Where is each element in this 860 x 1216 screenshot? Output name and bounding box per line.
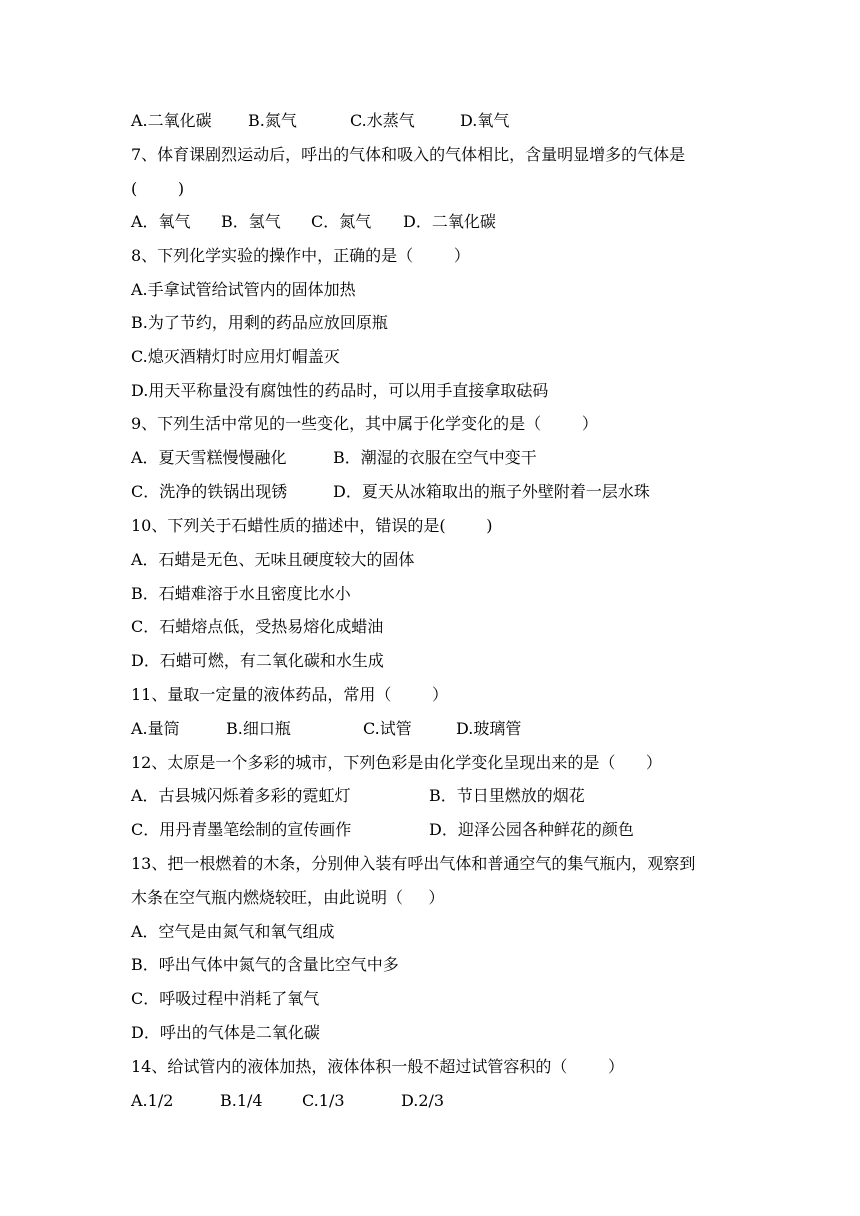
text-line: ( ) [131, 179, 185, 198]
answer-option: A.1/2 [131, 1091, 174, 1110]
option-row [131, 111, 731, 131]
text-line: 木条在空气瓶内燃烧较旺，由此说明（ ） [131, 888, 445, 907]
answer-option: A．古县城闪烁着多彩的霓虹灯 [131, 786, 351, 805]
text-line: A．空气是由氮气和氧气组成 [131, 922, 335, 941]
option-row [131, 719, 731, 739]
text-line: D．石蜡可燃，有二氧化碳和水生成 [131, 651, 384, 670]
option-row [131, 786, 731, 806]
answer-option: B．潮湿的衣服在空气中变干 [333, 448, 537, 467]
text-line: A．石蜡是无色、无味且硬度较大的固体 [131, 550, 415, 569]
text-line: 8、下列化学实验的操作中，正确的是（ ） [131, 246, 470, 265]
answer-option: D.氧气 [460, 111, 510, 130]
answer-option: D.2/3 [401, 1091, 445, 1110]
text-line: 14、给试管内的液体加热，液体体积一般不超过试管容积的（ ） [131, 1057, 625, 1076]
text-line: 10、下列关于石蜡性质的描述中，错误的是( ) [131, 516, 493, 535]
answer-option: A.二氧化碳 [131, 111, 212, 130]
text-line: 9、下列生活中常见的一些变化，其中属于化学变化的是（ ） [131, 414, 598, 433]
answer-option: D．迎泽公园各种鲜花的颜色 [429, 820, 634, 839]
text-line: B．呼出气体中氮气的含量比空气中多 [131, 955, 399, 974]
text-line: 12、太原是一个多彩的城市，下列色彩是由化学变化呈现出来的是（ ） [131, 753, 662, 772]
text-line: 13、把一根燃着的木条，分别伸入装有呼出气体和普通空气的集气瓶内，观察到 [131, 854, 696, 873]
option-row [131, 212, 731, 232]
answer-option: C.试管 [363, 719, 412, 738]
answer-option: D．二氧化碳 [403, 212, 496, 231]
answer-option: C．洗净的铁锅出现锈 [131, 482, 288, 501]
answer-option: C.水蒸气 [350, 111, 415, 130]
answer-option: B.1/4 [220, 1091, 263, 1110]
text-line: C．石蜡熔点低，受热易熔化成蜡油 [131, 617, 384, 636]
answer-option: D．夏天从冰箱取出的瓶子外壁附着一层水珠 [333, 482, 650, 501]
answer-option: B.氮气 [248, 111, 297, 130]
answer-option: B.细口瓶 [226, 719, 291, 738]
answer-option: B．氢气 [221, 212, 281, 231]
text-line: C.熄灭酒精灯时应用灯帽盖灭 [131, 347, 340, 366]
text-line: D．呼出的气体是二氧化碳 [131, 1023, 320, 1042]
answer-option: B．节日里燃放的烟花 [429, 786, 585, 805]
text-line: B．石蜡难溶于水且密度比水小 [131, 584, 351, 603]
option-row [131, 820, 731, 840]
answer-option: D.玻璃管 [456, 719, 522, 738]
text-line: A.手拿试管给试管内的固体加热 [131, 280, 356, 299]
text-line: C．呼吸过程中消耗了氧气 [131, 989, 320, 1008]
text-line: 11、量取一定量的液体药品，常用（ ） [131, 685, 449, 704]
answer-option: C.1/3 [302, 1091, 345, 1110]
option-row [131, 448, 731, 468]
option-row [131, 482, 731, 502]
answer-option: C．用丹青墨笔绘制的宣传画作 [131, 820, 352, 839]
option-row [131, 1091, 731, 1111]
answer-option: A．夏天雪糕慢慢融化 [131, 448, 287, 467]
text-line: B.为了节约，用剩的药品应放回原瓶 [131, 313, 388, 332]
text-line: D.用天平称量没有腐蚀性的药品时，可以用手直接拿取砝码 [131, 381, 549, 400]
answer-option: A．氧气 [131, 212, 191, 231]
answer-option: C．氮气 [311, 212, 372, 231]
answer-option: A.量筒 [131, 719, 180, 738]
text-line: 7、体育课剧烈运动后，呼出的气体和吸入的气体相比，含量明显增多的气体是 [131, 145, 686, 164]
